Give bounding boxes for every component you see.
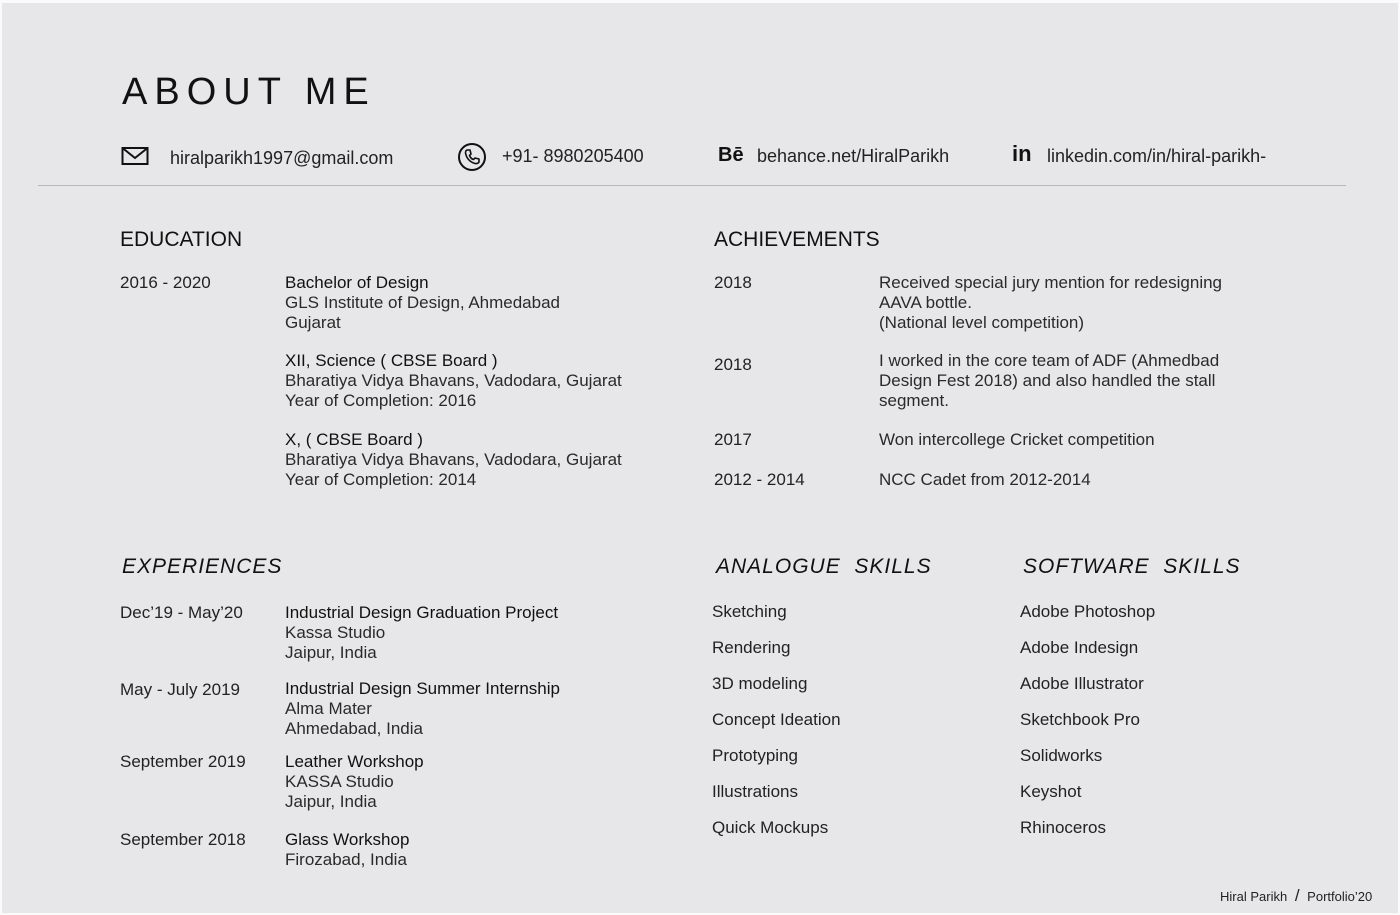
footer bbox=[1220, 886, 1372, 906]
footer-separator: / bbox=[1294, 886, 1300, 905]
achievement-line: Received special jury mention for redesigning bbox=[879, 273, 1223, 292]
skill-item: Adobe Illustrator bbox=[1020, 674, 1144, 693]
skill-item: Concept Ideation bbox=[712, 710, 841, 729]
entry-title: X, ( CBSE Board ) bbox=[285, 430, 423, 449]
achievement-line: Won intercollege Cricket competition bbox=[879, 430, 1155, 449]
experiences-heading: EXPERIENCES bbox=[122, 555, 283, 578]
entry-title: Industrial Design Graduation Project bbox=[285, 603, 559, 622]
achievement-line: AAVA bottle. bbox=[879, 293, 972, 312]
achievement-text bbox=[879, 470, 1091, 490]
entry-line: Gujarat bbox=[285, 313, 341, 332]
behance-link[interactable]: behance.net/HiralParikh bbox=[757, 146, 950, 166]
achievement-line: (National level competition) bbox=[879, 313, 1085, 332]
entry-line: Kassa Studio bbox=[285, 623, 386, 642]
footer-name: Hiral Parikh bbox=[1220, 889, 1288, 904]
skill-item: Rendering bbox=[712, 638, 791, 657]
entry-line: Ahmedabad, India bbox=[285, 719, 423, 738]
experience-entry bbox=[285, 603, 558, 663]
achievement-year: 2018 bbox=[714, 355, 752, 374]
achievement-line: segment. bbox=[879, 391, 949, 410]
achievement-line: I worked in the core team of ADF (Ahmedbad bbox=[879, 351, 1220, 370]
achievement-text bbox=[879, 430, 1155, 450]
entry-line: Jaipur, India bbox=[285, 643, 377, 662]
entry-line: Firozabad, India bbox=[285, 850, 407, 869]
phone-number[interactable]: +91- 8980205400 bbox=[502, 146, 644, 166]
linkedin-link[interactable]: linkedin.com/in/hiral-parikh- bbox=[1047, 146, 1267, 166]
skill-item: 3D modeling bbox=[712, 674, 808, 693]
achievement-text bbox=[879, 273, 1222, 333]
skill-item: Sketchbook Pro bbox=[1020, 710, 1141, 729]
achievement-line: NCC Cadet from 2012-2014 bbox=[879, 470, 1091, 489]
experience-date: Dec’19 - May’20 bbox=[120, 603, 243, 622]
footer-portfolio: Portfolio’20 bbox=[1307, 889, 1373, 904]
education-entry bbox=[285, 273, 560, 333]
entry-line: GLS Institute of Design, Ahmedabad bbox=[285, 293, 561, 312]
education-entry bbox=[285, 351, 622, 411]
entry-title: XII, Science ( CBSE Board ) bbox=[285, 351, 498, 370]
divider bbox=[38, 185, 1346, 186]
skill-item: Illustrations bbox=[712, 782, 798, 801]
skill-item: Solidworks bbox=[1020, 746, 1103, 765]
skill-item: Prototyping bbox=[712, 746, 798, 765]
skill-item: Adobe Photoshop bbox=[1020, 602, 1156, 621]
phone-icon bbox=[457, 142, 487, 177]
skill-item: Rhinoceros bbox=[1020, 818, 1106, 837]
skill-item: Sketching bbox=[712, 602, 787, 621]
achievements-heading: ACHIEVEMENTS bbox=[714, 228, 880, 251]
entry-title: Industrial Design Summer Internship bbox=[285, 679, 560, 698]
skill-item: Quick Mockups bbox=[712, 818, 829, 837]
entry-line: Alma Mater bbox=[285, 699, 372, 718]
entry-line: Jaipur, India bbox=[285, 792, 377, 811]
experience-entry bbox=[285, 830, 409, 870]
entry-line: Year of Completion: 2016 bbox=[285, 391, 477, 410]
skill-item: Keyshot bbox=[1020, 782, 1082, 801]
behance-icon: Bē bbox=[718, 144, 744, 166]
email-link[interactable]: hiralparikh1997@gmail.com bbox=[170, 148, 394, 168]
mail-icon bbox=[121, 146, 149, 171]
entry-line: KASSA Studio bbox=[285, 772, 394, 791]
achievement-text bbox=[879, 351, 1219, 411]
experience-entry bbox=[285, 679, 560, 739]
experience-entry bbox=[285, 752, 424, 812]
linkedin-icon: in bbox=[1012, 141, 1032, 166]
page-title: ABOUT ME bbox=[122, 71, 376, 113]
skill-item: Adobe Indesign bbox=[1020, 638, 1139, 657]
education-entry bbox=[285, 430, 622, 490]
experience-date: September 2018 bbox=[120, 830, 246, 849]
software-skills-heading: SOFTWARE SKILLS bbox=[1023, 555, 1241, 578]
resume-page bbox=[2, 3, 1398, 913]
entry-title: Leather Workshop bbox=[285, 752, 424, 771]
entry-line: Year of Completion: 2014 bbox=[285, 470, 477, 489]
entry-title: Bachelor of Design bbox=[285, 273, 429, 292]
achievement-year: 2018 bbox=[714, 273, 752, 292]
education-date: 2016 - 2020 bbox=[120, 273, 211, 292]
achievement-year: 2017 bbox=[714, 430, 752, 449]
entry-line: Bharatiya Vidya Bhavans, Vadodara, Gujarat bbox=[285, 371, 622, 390]
entry-line: Bharatiya Vidya Bhavans, Vadodara, Gujarat bbox=[285, 450, 622, 469]
experience-date: September 2019 bbox=[120, 752, 246, 771]
achievement-line: Design Fest 2018) and also handled the stall bbox=[879, 371, 1216, 390]
achievement-year: 2012 - 2014 bbox=[714, 470, 805, 489]
entry-title: Glass Workshop bbox=[285, 830, 410, 849]
education-heading: EDUCATION bbox=[120, 228, 243, 251]
analogue-skills-heading: ANALOGUE SKILLS bbox=[716, 555, 932, 578]
experience-date: May - July 2019 bbox=[120, 680, 240, 699]
